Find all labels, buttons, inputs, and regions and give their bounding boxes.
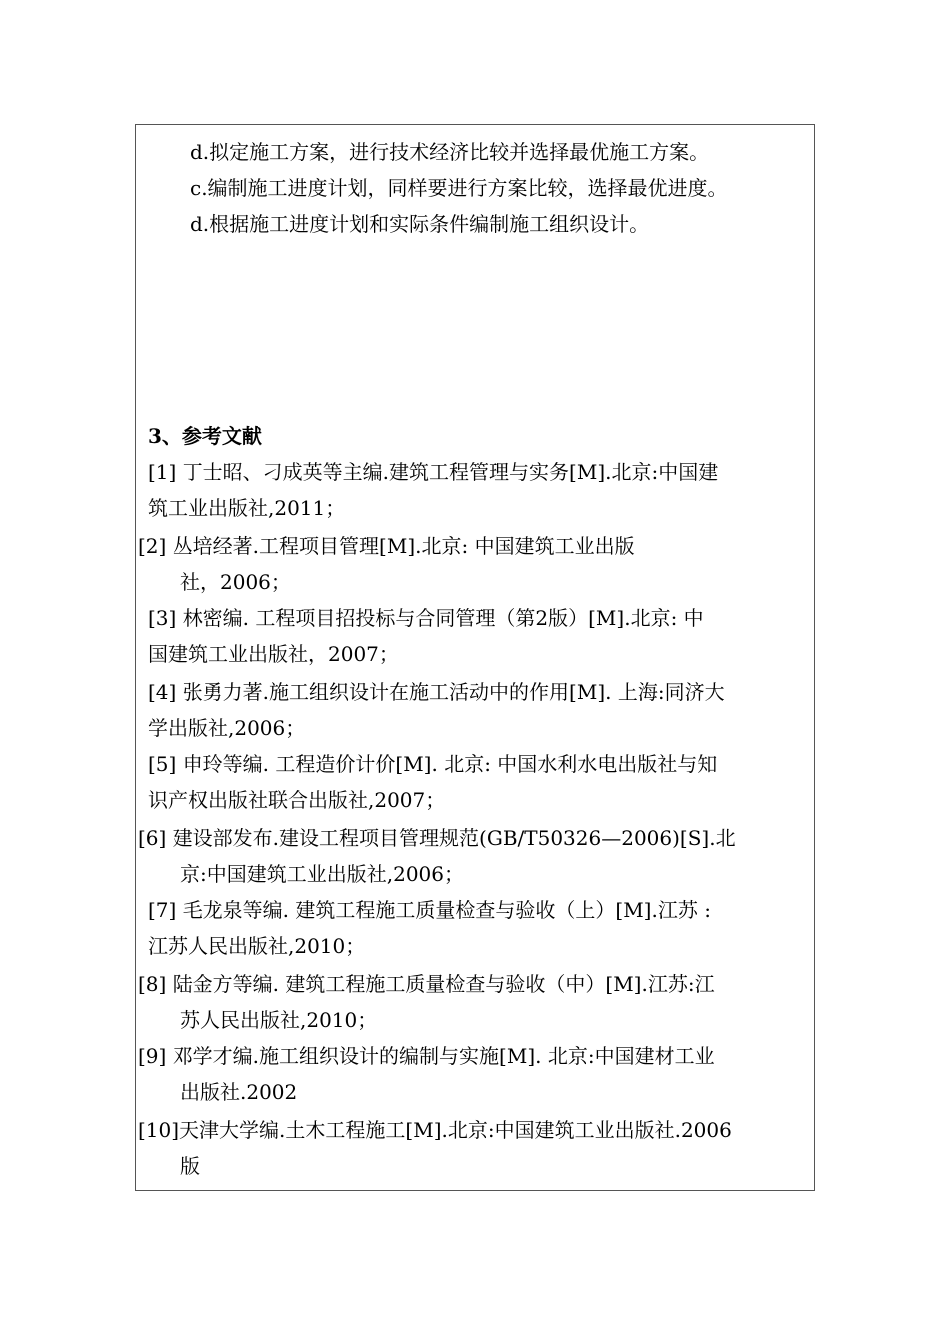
step-item: d.根据施工进度计划和实际条件编制施工组织设计。 xyxy=(190,212,650,236)
reference-entry-continuation: 识产权出版社联合出版社,2007； xyxy=(148,788,446,812)
reference-entry: [8] 陆金方等编. 建筑工程施工质量检查与验收（中）[M].江苏:江 xyxy=(138,972,715,996)
reference-entry: [5] 申玲等编. 工程造价计价[M]. 北京: 中国水利水电出版社与知 xyxy=(148,752,718,776)
reference-entry: [2] 丛培经著.工程项目管理[M].北京: 中国建筑工业出版 xyxy=(138,534,635,558)
reference-entry-continuation: 苏人民出版社,2010； xyxy=(180,1008,378,1032)
step-item: c.编制施工进度计划，同样要进行方案比较，选择最优进度。 xyxy=(190,176,728,200)
reference-entry-continuation: 江苏人民出版社,2010； xyxy=(148,934,366,958)
reference-entry-continuation: 国建筑工业出版社，2007； xyxy=(148,642,399,666)
reference-entry-continuation: 出版社.2002 xyxy=(180,1080,298,1104)
reference-entry: [1] 丁士昭、刁成英等主编.建筑工程管理与实务[M].北京:中国建 xyxy=(148,460,719,484)
reference-entry: [6] 建设部发布.建设工程项目管理规范(GB/T50326—2006)[S].北 xyxy=(138,826,736,850)
references-heading: 3、参考文献 xyxy=(148,424,262,448)
reference-entry: [9] 邓学才编.施工组织设计的编制与实施[M]. 北京:中国建材工业 xyxy=(138,1044,715,1068)
reference-entry-continuation: 学出版社,2006； xyxy=(148,716,306,740)
reference-entry: [3] 林密编. 工程项目招投标与合同管理（第2版）[M].北京: 中 xyxy=(148,606,704,630)
reference-entry-continuation: 社，2006； xyxy=(180,570,291,594)
reference-entry: [4] 张勇力著.施工组织设计在施工活动中的作用[M]. 上海:同济大 xyxy=(148,680,725,704)
reference-entry: [10]天津大学编.土木工程施工[M].北京:中国建筑工业出版社.2006 xyxy=(138,1118,732,1142)
reference-entry-continuation: 版 xyxy=(180,1154,200,1178)
reference-entry-continuation: 筑工业出版社,2011； xyxy=(148,496,346,520)
reference-entry-continuation: 京:中国建筑工业出版社,2006； xyxy=(180,862,464,886)
reference-entry: [7] 毛龙泉等编. 建筑工程施工质量检查与验收（上）[M].江苏 : xyxy=(148,898,711,922)
step-item: d.拟定施工方案，进行技术经济比较并选择最优施工方案。 xyxy=(190,140,710,164)
